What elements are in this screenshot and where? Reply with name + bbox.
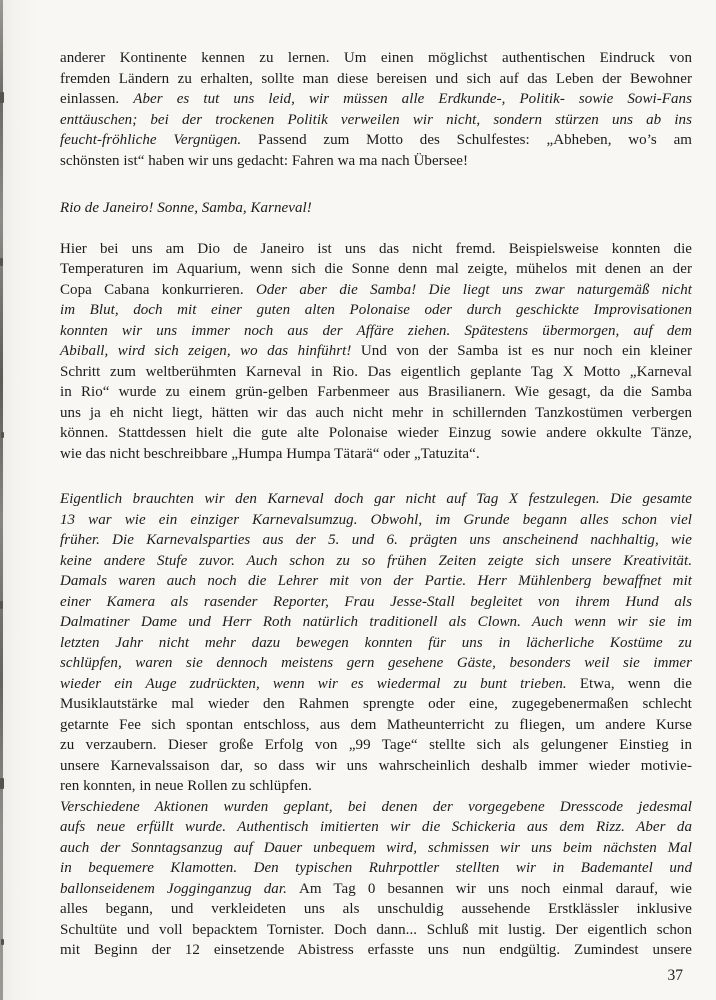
page-number: 37 — [667, 967, 683, 984]
text-line — [60, 940, 692, 961]
text-segment: zu verzaubern. Dieser große Erfolg von „99 Tage“ stellte sich als gelungener Einstieg in — [60, 737, 692, 753]
text-segment: fremden Ländern zu erhalten, sollte man diese bereisen und sich auf das Leben der Bewohner — [60, 70, 692, 87]
scan-artifact — [0, 258, 3, 266]
text-segment: können. Stattdessen hielt die gute alte Polonaise wieder Einzug sowie andere okkulte Tänze, — [60, 425, 692, 441]
text-segment: Damals waren auch noch die Lehrer mit von der Partie. Herr Mühlenberg bewaffnet mit — [60, 573, 692, 589]
text-segment: einlassen. — [60, 91, 134, 107]
text-line — [60, 797, 692, 818]
text-segment: früher. Die Karnevalsparties aus der 5. und 6. prägten uns anscheinend nachhaltig, wie — [60, 532, 692, 548]
text-segment: schönsten ist“ haben wir uns gedacht: Fahren wa ma nach Übersee! — [60, 152, 469, 169]
text-line — [60, 879, 692, 900]
text-line — [60, 756, 692, 777]
text-segment: Hier bei uns am Dio de Janeiro ist uns das nicht fremd. Beispielsweise konnten die — [60, 240, 692, 257]
text-segment: wie das nicht beschreibbare „Humpa Humpa Tätarä“ oder „Tatuzita“. — [60, 445, 480, 462]
text-segment: Abiball, wird sich zeigen, wo das hinführt! — [60, 343, 361, 359]
text-line — [60, 858, 692, 879]
text-segment: Etwa, wenn die — [579, 675, 692, 692]
text-segment: einer Kamera als rasender Reporter, Frau Jesse-Stall begleitet von ihrem Hund als — [60, 593, 692, 610]
text-line — [60, 489, 692, 510]
page-text — [60, 48, 692, 961]
text-segment: letzten Jahr nicht mehr dazu bewegen konnten für uns in lächerliche Kostüme zu — [60, 634, 692, 651]
text-segment: ballonseidenem Jogginganzug dar. — [60, 880, 299, 897]
text-segment: in Rio“ wurde zu einem grün-gelben Farbenmeer aus Brasilianern. Wie gesagt, da die Samba — [60, 384, 692, 400]
scan-artifact — [1, 432, 4, 438]
text-line — [60, 151, 692, 172]
text-segment: Passend zum Motto des Schulfestes: „Abheben, wo’s am — [257, 132, 692, 148]
scan-artifact — [0, 778, 4, 789]
text-segment: Schultüte und voll bepacktem Tornister. Doch dann... Schluß mit lustig. Der eigentlich schon — [60, 921, 692, 938]
text-line — [60, 592, 692, 613]
text-segment: wieder ein Auge zudrückten, wenn wir es wiedermal zu bunt trieben. — [60, 675, 580, 692]
text-line — [60, 694, 692, 715]
text-segment: feucht-fröhliche Vergnügen. — [60, 132, 258, 148]
text-line — [60, 48, 692, 69]
text-line — [60, 838, 692, 859]
text-segment: Dalmatiner Dame und Herr Roth natürlich traditionell als Clown. Auch wenn wir sie im — [60, 614, 692, 630]
text-line — [60, 612, 692, 633]
text-line — [60, 89, 692, 110]
text-line — [60, 198, 692, 219]
text-segment: getarnte Fee sich spontan entschloss, aus dem Matheunterricht zu fliegen, um andere Kurse — [60, 716, 692, 733]
text-segment: ren konnten, in neue Rollen zu schlüpfen. — [60, 778, 312, 794]
text-segment: Am Tag 0 besannen wir uns noch einmal darauf, wie — [298, 880, 692, 897]
scan-artifact — [0, 92, 4, 103]
text-segment: auch der Sonntagsanzug auf Dauer unbequem wird, schmissen wir uns beim nächsten Mal — [60, 839, 692, 856]
text-line — [60, 776, 692, 797]
scan-artifact — [0, 601, 3, 609]
text-line — [60, 423, 692, 444]
text-segment: Copa Cabana konkurrieren. — [60, 281, 256, 298]
text-segment: anderer Kontinente kennen zu lernen. Um einen möglichst authentischen Eindruck von — [60, 50, 692, 66]
text-line — [60, 735, 692, 756]
text-segment: enttäuschen; bei der trockenen Politik verweilen wir nicht, sondern stürzen uns ab ins — [60, 111, 692, 128]
paragraph-p2 — [60, 239, 692, 465]
text-line — [60, 551, 692, 572]
text-line — [60, 69, 692, 90]
text-segment: im Blut, doch mit einer guten alten Polonaise oder durch geschickte Improvisationen — [60, 302, 692, 318]
text-segment: Aber es tut uns leid, wir müssen alle Erdkunde-, Politik- sowie Sowi-Fans — [133, 91, 692, 107]
text-segment: unsere Karnevalssaison dar, so dass wir uns wahrscheinlich deshalb immer wieder motivie- — [60, 757, 692, 774]
text-segment: 13 war wie ein einziger Karnevalsumzug. Obwohl, im Grunde begann alles schon viel — [60, 511, 692, 528]
text-segment: Schritt zum weltberühmten Karneval in Rio. Das eigentlich geplante Tag X Motto „Karneval — [60, 363, 692, 380]
text-line — [60, 817, 692, 838]
text-line — [60, 341, 692, 362]
text-segment: Und von der Samba ist es nur noch ein kleiner — [360, 343, 692, 359]
text-segment: in bequemere Klamotten. Den typischen Ruhrpottler stellten wir in Bademantel und — [60, 860, 692, 876]
text-segment: Oder aber die Samba! Die liegt uns zwar naturgemäß nicht — [255, 281, 692, 298]
text-line — [60, 321, 692, 342]
paragraph-p4 — [60, 797, 692, 961]
text-segment: aufs neue erfüllt wurde. Authentisch imitierten wir die Schickeria aus dem Rizz. Aber da — [60, 819, 692, 835]
text-segment: Verschiedene Aktionen wurden geplant, bei denen der vorgegebene Dresscode jedesmal — [60, 798, 692, 815]
text-line — [60, 444, 692, 465]
text-line — [60, 653, 692, 674]
text-line — [60, 280, 692, 301]
section-heading — [60, 198, 692, 219]
text-line — [60, 899, 692, 920]
text-line — [60, 633, 692, 654]
scan-artifact — [1, 939, 4, 945]
text-line — [60, 674, 692, 695]
text-line — [60, 110, 692, 131]
text-segment: alles begann, und verkleideten uns als unschuldig aussehende Erstklässler inklusive — [60, 901, 692, 917]
text-line — [60, 403, 692, 424]
text-segment: Temperaturen im Aquarium, wenn sich die Sonne denn mal zeigte, mühelos mit denen an der — [60, 261, 692, 277]
text-segment: konnten wir uns immer noch aus der Affäre ziehen. Spätestens übermorgen, auf dem — [60, 322, 692, 339]
text-segment: uns ja eh nicht liegt, hätten wir das auch nicht mehr in schillernden Tanzkostümen verbergen — [60, 404, 692, 421]
text-line — [60, 130, 692, 151]
text-segment: schlüpfen, waren sie dennoch meistens gern gesehene Gäste, besonders weil sie immer — [60, 655, 692, 671]
scan-edge-strip — [0, 0, 3, 1000]
paragraph-p3 — [60, 489, 692, 797]
text-line — [60, 300, 692, 321]
text-segment: Musiklautstärke mal wieder den Rahmen sprengte oder eine, zugegebenermaßen schlecht — [60, 696, 692, 712]
text-line — [60, 920, 692, 941]
text-segment: mit Beginn der 12 einsetzende Abistress erfasste uns nun endgültig. Zumindest unsere — [60, 942, 692, 958]
text-line — [60, 530, 692, 551]
text-segment: Rio de Janeiro! Sonne, Samba, Karneval! — [60, 200, 312, 216]
paragraph-p1 — [60, 48, 692, 171]
text-line — [60, 510, 692, 531]
text-segment: Eigentlich brauchten wir den Karneval doch gar nicht auf Tag X festzulegen. Die gesamte — [60, 491, 692, 507]
text-line — [60, 362, 692, 383]
text-line — [60, 715, 692, 736]
text-segment: keine andere Stufe zuvor. Auch schon zu so frühen Zeiten zeigte sich unsere Kreativität. — [60, 552, 692, 569]
text-line — [60, 239, 692, 260]
text-line — [60, 259, 692, 280]
text-line — [60, 382, 692, 403]
text-line — [60, 571, 692, 592]
